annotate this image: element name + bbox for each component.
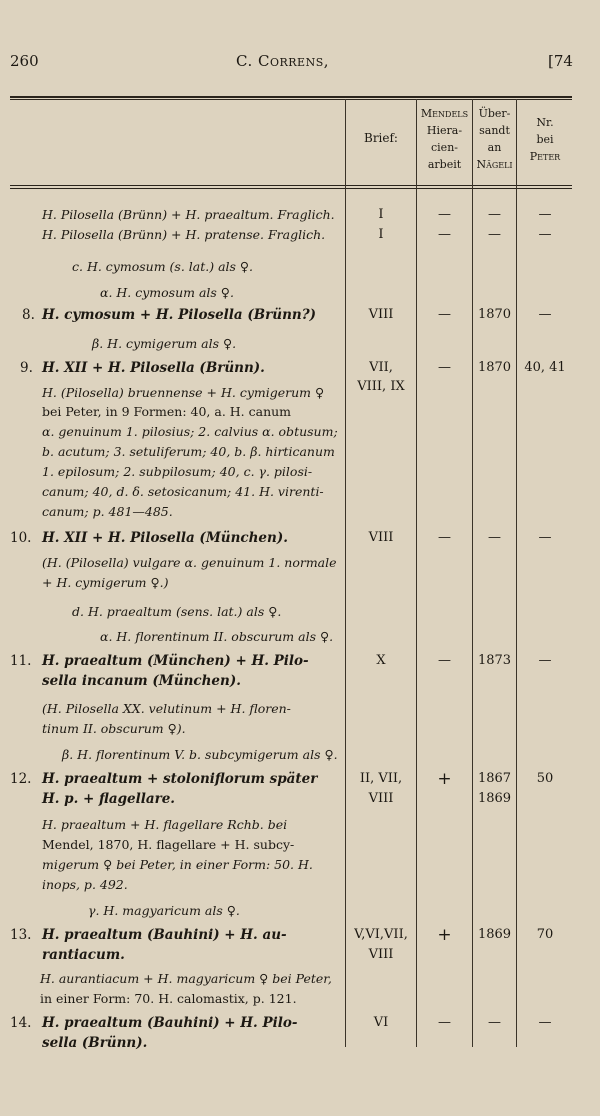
cell-mendel: — xyxy=(438,653,451,668)
text-line: H. Pilosella (Brünn) + H. praealtum. Fraglich. xyxy=(42,207,335,222)
cell-mendel: — xyxy=(438,207,451,222)
entry-title-cont: sella incanum (München). xyxy=(42,673,241,689)
entry-number: 14. xyxy=(10,1015,32,1031)
entry-title: H. praealtum + stoloniflorum später xyxy=(42,771,318,787)
cell-mendel: + xyxy=(437,769,452,789)
text-line: 1. epilosum; 2. subpilosum; 40, c. γ. pilosi- xyxy=(42,464,313,479)
column-header-peter: Nr. bei Peter xyxy=(529,116,561,163)
cell-uebersandt: — xyxy=(488,530,501,545)
cell-mendel: — xyxy=(438,227,451,242)
entry-title: H. XII + H. Pilosella (München). xyxy=(42,530,288,546)
text-line: d. H. praealtum (sens. lat.) als ♀. xyxy=(72,604,282,619)
text-line: H. (Pilosella) bruennense + H. cymigerum ♀ xyxy=(42,385,325,400)
column-header-uebersandt: Über- sandt an Nägeli xyxy=(476,107,513,171)
text-line: H. aurantiacum + H. magyaricum ♀ bei Peter, xyxy=(40,971,332,986)
text-line: α. genuinum 1. pilosius; 2. calvius α. obtusum; xyxy=(42,424,338,439)
cell-uebersandt: — xyxy=(488,1015,501,1030)
cell-brief: I xyxy=(378,207,384,222)
column-header-mendel: Mendels Hiera- cien- arbeit xyxy=(420,107,469,171)
text-line: c. H. cymosum (s. lat.) als ♀. xyxy=(72,259,254,274)
running-title: C. Correns, xyxy=(236,52,329,70)
cell-brief: II, VII, xyxy=(359,771,403,786)
cell-brief: VIII xyxy=(368,307,394,322)
cell-uebersandt: — xyxy=(488,207,501,222)
text-line: bei Peter, in 9 Formen: 40, a. H. canum xyxy=(42,404,292,419)
header-bottom-rule xyxy=(10,185,572,186)
page-number: 260 xyxy=(10,52,39,70)
header-bottom-rule-2 xyxy=(10,188,572,189)
cell-brief-2: VIII, IX xyxy=(357,379,405,394)
cell-uebersandt: 1873 xyxy=(477,653,512,668)
text-line: β. H. florentinum V. b. subcymigerum als ♀. xyxy=(62,747,338,762)
entry-number: 11. xyxy=(10,653,32,669)
text-line: H. Pilosella (Brünn) + H. pratense. Fraglich. xyxy=(42,227,326,242)
text-line: migerum ♀ bei Peter, in einer Form: 50. H. xyxy=(42,857,313,872)
text-line: tinum II. obscurum ♀). xyxy=(42,721,186,736)
entry-title-cont: rantiacum. xyxy=(42,947,125,963)
cell-peter: — xyxy=(538,307,552,322)
entry-number: 13. xyxy=(10,927,32,943)
cell-brief: V,VI,VII, xyxy=(354,927,408,942)
cell-uebersandt: — xyxy=(488,227,501,242)
entry-title-cont: H. p. + flagellare. xyxy=(42,791,176,807)
text-line: + H. cymigerum ♀.) xyxy=(42,575,169,590)
cell-brief: VIII xyxy=(368,530,394,545)
cell-uebersandt-2: 1869 xyxy=(477,791,512,806)
cell-brief: X xyxy=(376,653,386,668)
cell-peter: — xyxy=(538,653,552,668)
cell-uebersandt: 1870 xyxy=(477,307,512,322)
text-line: canum; 40, d. δ. setosicanum; 41. H. virenti- xyxy=(42,484,324,499)
text-line: γ. H. magyaricum als ♀. xyxy=(88,903,240,918)
cell-peter: — xyxy=(538,1015,552,1030)
entry-number: 9. xyxy=(20,360,33,376)
text-line: inops, p. 492. xyxy=(42,877,128,892)
cell-mendel: + xyxy=(437,925,452,945)
column-header-brief: Brief: xyxy=(364,131,398,145)
text-line: Mendel, 1870, H. flagellare + H. subcy- xyxy=(42,837,295,852)
cell-peter: — xyxy=(538,530,552,545)
cell-brief: I xyxy=(378,227,384,242)
cell-brief: VI xyxy=(373,1015,389,1030)
cell-peter: 40, 41 xyxy=(524,360,566,375)
cell-peter: 70 xyxy=(536,927,554,942)
entry-title: H. praealtum (Bauhini) + H. Pilo- xyxy=(42,1015,298,1031)
table-top-rule-2 xyxy=(10,99,572,100)
cell-peter: 50 xyxy=(536,771,554,786)
text-line: H. praealtum + H. flagellare Rchb. bei xyxy=(42,817,288,832)
text-line: α. H. florentinum II. obscurum als ♀. xyxy=(100,629,334,644)
cell-brief-2: VIII xyxy=(368,791,394,806)
text-line: β. H. cymigerum als ♀. xyxy=(92,336,237,351)
page-header xyxy=(0,50,600,74)
entry-title: H. praealtum (Bauhini) + H. au- xyxy=(42,927,287,943)
cell-uebersandt: 1867 xyxy=(477,771,512,786)
text-line: in einer Form: 70. H. calomastix, p. 121. xyxy=(40,991,297,1006)
entry-number: 8. xyxy=(22,307,35,323)
entry-title: H. XII + H. Pilosella (Brünn). xyxy=(42,360,265,376)
section-reference: [74 xyxy=(548,52,573,70)
cell-brief: VII, xyxy=(369,360,393,375)
entry-title: H. cymosum + H. Pilosella (Brünn?) xyxy=(42,307,317,323)
entry-title-cont: sella (Brünn). xyxy=(42,1035,148,1051)
text-line: (H. (Pilosella) vulgare α. genuinum 1. normale xyxy=(42,555,337,570)
cell-peter: — xyxy=(538,227,552,242)
entry-number: 12. xyxy=(10,771,32,787)
cell-uebersandt: 1870 xyxy=(477,360,512,375)
cell-peter: — xyxy=(538,207,552,222)
cell-mendel: — xyxy=(438,530,451,545)
cell-brief-2: VIII xyxy=(368,947,394,962)
cell-mendel: — xyxy=(438,1015,451,1030)
text-line: canum; p. 481—485. xyxy=(42,504,173,519)
entry-number: 10. xyxy=(10,530,32,546)
cell-mendel: — xyxy=(438,307,451,322)
text-line: α. H. cymosum als ♀. xyxy=(100,285,234,300)
table-top-rule xyxy=(10,96,572,98)
text-line: b. acutum; 3. setuliferum; 40, b. β. hirticanum xyxy=(42,444,335,459)
text-line: (H. Pilosella XX. velutinum + H. floren- xyxy=(42,701,291,716)
cell-uebersandt: 1869 xyxy=(477,927,512,942)
entry-title: H. praealtum (München) + H. Pilo- xyxy=(42,653,309,669)
cell-mendel: — xyxy=(438,360,451,375)
